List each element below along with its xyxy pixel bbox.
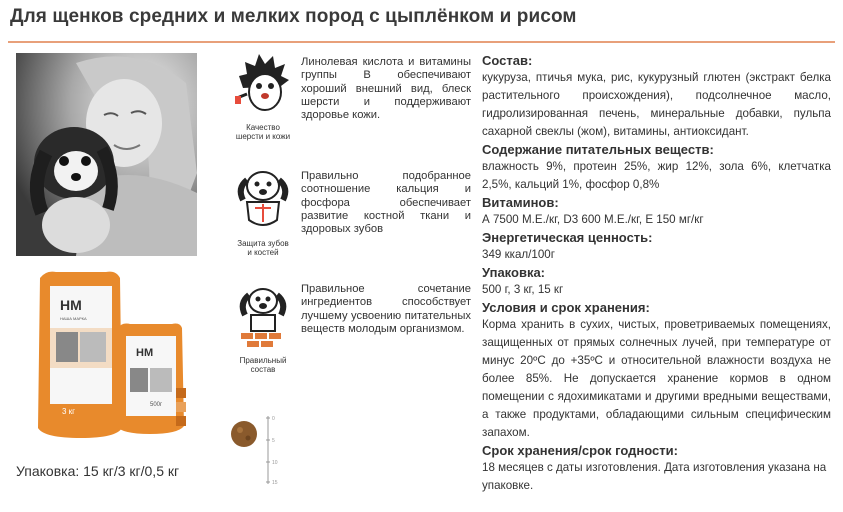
page-title: Для щенков средних и мелких пород с цыплёнком и рисом [10,6,577,27]
vitamins-heading: Витаминов: [482,195,559,210]
packaging-caption: Упаковка: 15 кг/3 кг/0,5 кг [16,463,180,479]
storage-heading: Условия и срок хранения: [482,300,650,315]
title-divider [8,41,835,43]
pack-text: 500 г, 3 кг, 15 кг [482,283,564,296]
pack-weight-large: 3 кг [62,407,76,416]
ruler-tick-0: 0 [272,416,275,422]
girl-with-puppy-photo [16,53,197,256]
pack-weight-small: 500г [150,402,163,408]
ruler-tick-15: 15 [272,480,278,486]
nutrients-heading: Содержание питательных веществ: [482,142,714,157]
feature-2-text: Правильно подобранное соотношение кальция и фосфора обеспечивает развитие костной ткани и здоровых зубов [301,170,471,236]
pack-brand-small: НМ [136,347,154,359]
ruler-tick-10: 10 [272,460,278,466]
hedgehog-icon [233,52,293,141]
feature-1-label-line1: Качество [246,123,280,132]
shelf-life-heading: Срок хранения/срок годности: [482,443,678,458]
ruler-tick-5: 5 [272,438,275,444]
product-packs [26,268,191,440]
feature-3-text: Правильное сочетание ингредиентов способствует лучшему усвоению питательных веществ молодым организмом. [301,283,471,335]
dog-builder-icon [233,285,293,374]
kibble-size-illustration [226,414,284,486]
feature-3-label-line1: Правильный [239,356,287,365]
pack-brand-large: НМ [60,297,82,313]
feature-3-label-line2: состав [250,365,276,374]
shelf-life-text: 18 месяцев с даты изготовления. Дата изготовления указана на упаковке. [482,461,827,492]
energy-text: 349 ккал/100г [482,248,555,261]
nutrients-text: влажность 9%, протеин 25%, жир 12%, зола 6%, клетчатка 2,5%, кальций 1%, фосфор 0,8% [482,160,831,191]
feature-2-label-line1: Защита зубов [237,239,289,248]
pack-heading: Упаковка: [482,265,546,280]
composition-heading: Состав: [482,53,533,68]
composition-text: кукуруза, птичья мука, рис, кукурузный глютен (экстракт белка растительного происхождения), подсолнечное масло, гидролизированная печень, минеральные добавки, пульпа сахарной свеклы (жом), витамины, антиоксидант. [482,71,831,138]
feature-2-label-line2: и костей [247,248,279,257]
product-specs [482,52,831,495]
feature-1-label-line2: шерсти и кожи [235,132,291,141]
energy-heading: Энергетическая ценность: [482,230,653,245]
pack-subbrand-large: НАША МАРКА [60,316,87,321]
vitamins-text: А 7500 М.Е./кг, D3 600 М.Е./кг, Е 150 мг/кг [482,213,704,226]
dog-shield-icon [233,168,293,257]
feature-1-text: Линолевая кислота и витамины группы В обеспечивают хороший внешний вид, блеск шерсти и поддерживают здоровье кожи. [301,56,471,122]
storage-text: Корма хранить в сухих, чистых, проветриваемых помещениях, защищенных от прямых солнечных лучей, при температуре от минус 20ºС до +35ºС и относительной влажности воздуха не более 85%. Не допускается хранение кормов в одном помещении с ядохимикатами и другими вредными веществами, а также продуктами, обладающими сильным специфическим запахом. [482,318,831,439]
